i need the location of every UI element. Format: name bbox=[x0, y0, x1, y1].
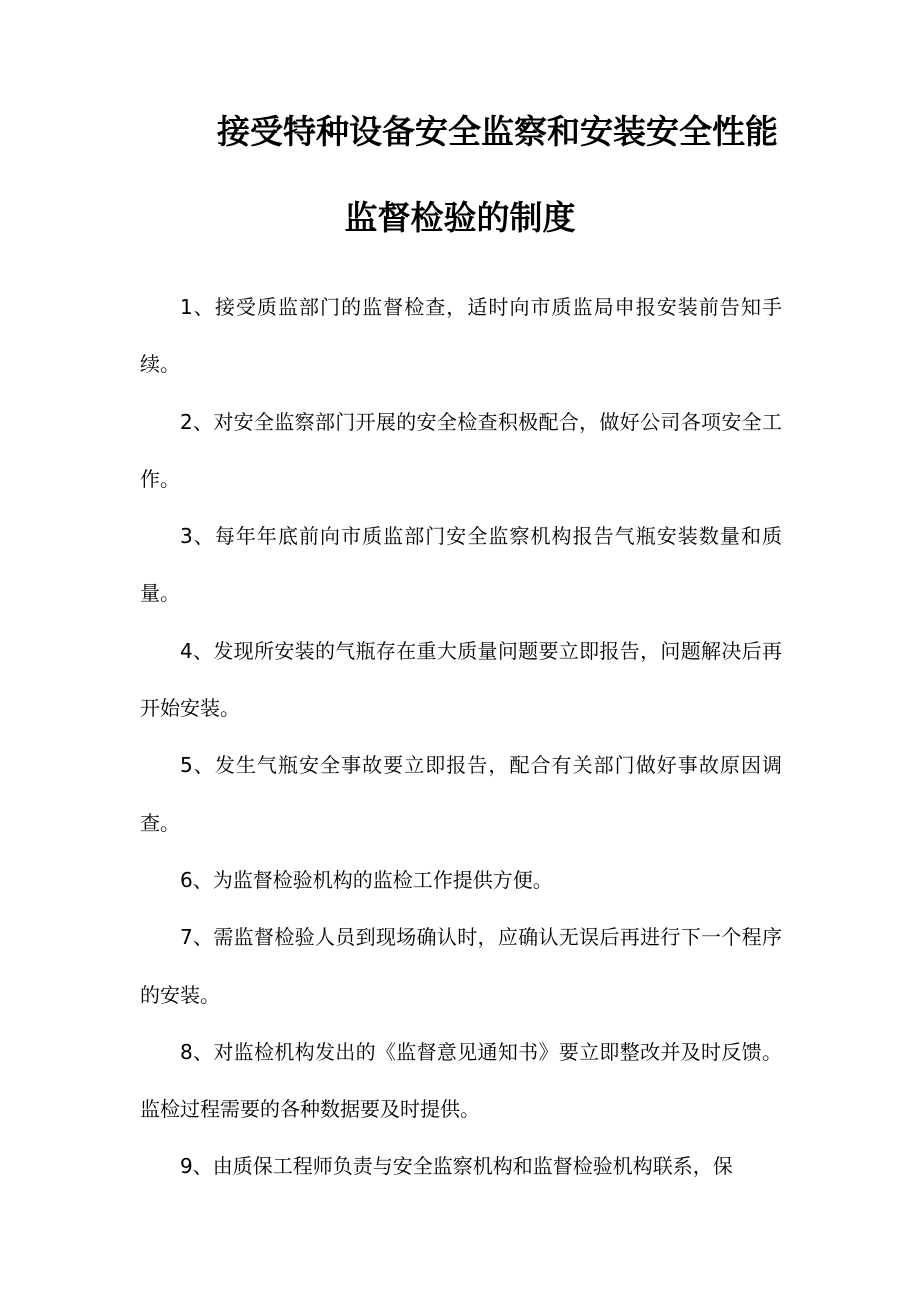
paragraph-9: 9、由质保工程师负责与安全监察机构和监督检验机构联系，保 bbox=[180, 1154, 733, 1179]
paragraph-2: 2、对安全监察部门开展的安全检查积极配合，做好公司各项安全工作。 bbox=[140, 409, 782, 491]
document-body bbox=[140, 279, 782, 1196]
paragraph-5: 5、发生气瓶安全事故要立即报告，配合有关部门做好事故原因调查。 bbox=[140, 753, 782, 835]
document-title-line-1: 接受特种设备安全监察和安装安全性能 bbox=[217, 112, 778, 151]
paragraph-1: 1、接受质监部门的监督检查，适时向市质监局申报安装前告知手续。 bbox=[140, 295, 782, 377]
paragraph-3: 3、每年年底前向市质监部门安全监察机构报告气瓶安装数量和质量。 bbox=[140, 524, 782, 606]
paragraph-4: 4、发现所安装的气瓶存在重大质量问题要立即报告，问题解决后再开始安装。 bbox=[140, 638, 782, 721]
paragraph-8: 8、对监检机构发出的《监督意见通知书》要立即整改并及时反馈。监检过程需要的各种数据要及时提供。 bbox=[140, 1039, 782, 1122]
paragraph-6: 6、为监督检验机构的监检工作提供方便。 bbox=[180, 867, 553, 892]
paragraph-7: 7、需监督检验人员到现场确认时，应确认无误后再进行下一个程序的安装。 bbox=[140, 925, 782, 1007]
document-title-line-2: 监督检验的制度 bbox=[344, 198, 576, 237]
